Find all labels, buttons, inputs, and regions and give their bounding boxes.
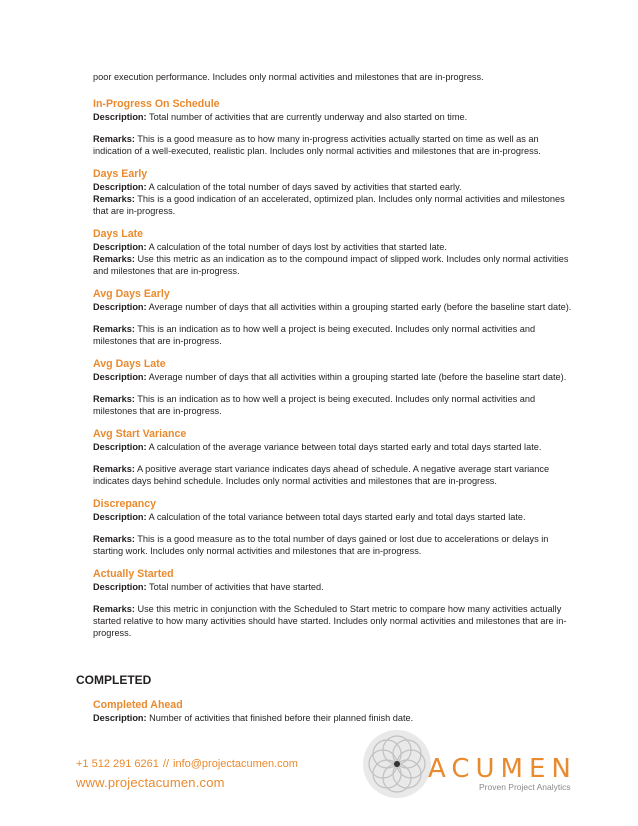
section-title: Discrepancy	[93, 498, 157, 510]
footer-contact	[76, 758, 298, 770]
section-remarks: Remarks: This is an indication as to how well a project is being executed. Includes only normal activities and milestones that are in-progress.	[93, 324, 536, 346]
section-remarks: Remarks: This is an indication as to how well a project is being executed. Includes only normal activities and milestones that are in-progress.	[93, 394, 536, 416]
section-completed-ahead	[93, 699, 573, 724]
section-title: Days Early	[93, 168, 148, 180]
section-actually-started	[93, 568, 573, 639]
completed-heading: COMPLETED	[76, 673, 152, 687]
section-discrepancy	[93, 498, 573, 557]
section-days-late	[93, 228, 573, 277]
section-avg-days-late	[93, 358, 573, 417]
section-avg-start-variance	[93, 428, 573, 487]
section-title: Actually Started	[93, 568, 174, 580]
section-title: Avg Days Early	[93, 288, 170, 300]
logo-wordmark: ACUMEN	[428, 754, 577, 784]
section-remarks: Remarks: Use this metric in conjunction with the Scheduled to Start metric to compare how many activities actually started relative to how many activities should have started. Includes only normal activities and milestones that are in-progress.	[93, 604, 567, 638]
section-description: Description: A calculation of the total variance between total days started early and total days started late.	[93, 512, 526, 522]
section-title: Days Late	[93, 228, 144, 240]
website-link[interactable]: www.projectacumen.com	[76, 775, 225, 790]
phone-number[interactable]: +1 512 291 6261	[76, 758, 159, 770]
metrics-content	[93, 71, 573, 650]
acumen-logo-icon	[361, 728, 433, 800]
section-description: Description: Average number of days that all activities within a grouping started late (before the baseline start date).	[93, 372, 567, 382]
section-avg-days-early	[93, 288, 573, 347]
section-remarks: Remarks: This is a good measure as to the total number of days gained or lost due to accelerations or delays in starting work. Includes only normal activities and milestones that are in-progress.	[93, 534, 549, 556]
section-description: Description: Number of activities that finished before their planned finish date.	[93, 713, 414, 723]
section-description: Description: A calculation of the average variance between total days started early and total days started late.	[93, 442, 542, 452]
section-description: Description: Total number of activities that are currently underway and also started on time.	[93, 112, 468, 122]
email-link[interactable]: info@projectacumen.com	[173, 758, 298, 770]
section-remarks: Remarks: This is a good indication of an accelerated, optimized plan. Includes only normal activities and milestones that are in-progress.	[93, 194, 565, 216]
section-remarks: Remarks: A positive average start variance indicates days ahead of schedule. A negative average start variance indicates days behind schedule. Includes only normal activities and milestones that are in-progress.	[93, 464, 550, 486]
section-remarks: Remarks: Use this metric as an indication as to the compound impact of slipped work. Includes only normal activities and milestones that are in-progress.	[93, 254, 569, 276]
section-in-progress-on-schedule	[93, 98, 573, 157]
section-description: Description: Total number of activities that have started.	[93, 582, 324, 592]
section-title: In-Progress On Schedule	[93, 98, 220, 110]
section-title: Completed Ahead	[93, 699, 183, 711]
section-description: Description: A calculation of the total number of days saved by activities that started early.	[93, 182, 462, 192]
section-description: Description: Average number of days that all activities within a grouping started early (before the baseline start date).	[93, 302, 572, 312]
logo-tagline: Proven Project Analytics	[479, 782, 571, 792]
section-description: Description: A calculation of the total number of days lost by activities that started late.	[93, 242, 447, 252]
contact-separator: //	[162, 758, 170, 770]
intro-text: poor execution performance. Includes only normal activities and milestones that are in-progress.	[93, 72, 484, 82]
section-title: Avg Start Variance	[93, 428, 187, 440]
section-remarks: Remarks: This is a good measure as to how many in-progress activities actually started on time as well as an indication of a well-executed, realistic plan. Includes only normal activities and milestones that are in-progress.	[93, 134, 541, 156]
section-title: Avg Days Late	[93, 358, 166, 370]
section-days-early	[93, 168, 573, 217]
